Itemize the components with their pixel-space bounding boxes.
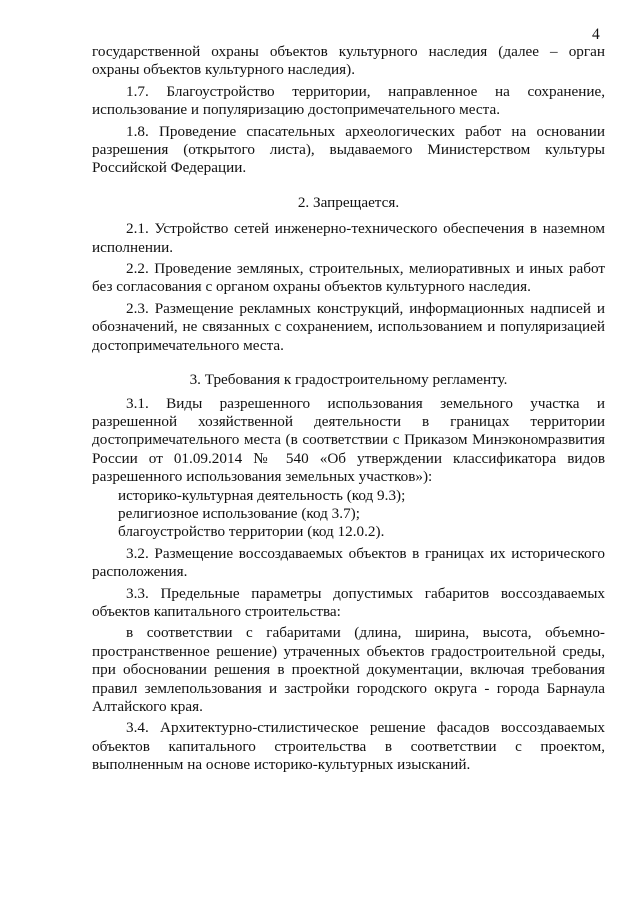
item-3-1: 3.1. Виды разрешенного использования земельного участка и разрешенной хозяйственной деятельности в границах территории достопримечательного места (в соответствии с Приказом Минэкономразвития России от 01.09.2014 № 540 «Об утверждении классификатора видов разрешенного использования земельных участков»):	[92, 394, 605, 486]
item-3-3-detail: в соответствии с габаритами (длина, ширина, высота, объемно-пространственное решение) утраченных объектов градостроительной среды, при обосновании решения в проектной документации, включая требования правил землепользования и застройки городского округа - города Барнаула Алтайского края.	[92, 624, 605, 715]
item-1-7: 1.7. Благоустройство территории, направленное на сохранение, использование и популяризацию достопримечательного места.	[92, 82, 605, 119]
item-2-3: 2.3. Размещение рекламных конструкций, информационных надписей и обозначений, не связанных с сохранением, использованием и популяризацией достопримечательного места.	[92, 299, 605, 354]
use-item-1: историко-культурная деятельность (код 9.3);	[118, 486, 406, 504]
section-2-heading: 2. Запрещается.	[297, 193, 400, 211]
item-1-8: 1.8. Проведение спасательных археологических работ на основании разрешения (открытого листа), выдаваемого Министерством культуры Российской Федерации.	[92, 122, 605, 177]
item-2-1: 2.1. Устройство сетей инженерно-технического обеспечения в наземном исполнении.	[92, 220, 605, 256]
use-item-2: религиозное использование (код 3.7);	[118, 504, 360, 522]
item-3-3: 3.3. Предельные параметры допустимых габаритов воссоздаваемых объектов капитального строительства:	[92, 584, 605, 620]
use-item-3: благоустройство территории (код 12.0.2).	[118, 523, 385, 541]
item-3-2: 3.2. Размещение воссоздаваемых объектов в границах их исторического расположения.	[92, 544, 605, 581]
section-3-heading: 3. Требования к градостроительному регламенту.	[189, 371, 508, 389]
item-3-4: 3.4. Архитектурно-стилистическое решение фасадов воссоздаваемых объектов капитального строительства в соответствии с проектом, выполненным на основе историко-культурных изысканий.	[92, 719, 605, 774]
page-number: 4	[592, 26, 600, 43]
continuation-paragraph: государственной охраны объектов культурного наследия (далее – орган охраны объектов культурного наследия).	[92, 43, 605, 79]
document-body	[92, 43, 605, 775]
item-2-2: 2.2. Проведение земляных, строительных, мелиоративных и иных работ без согласования с органом охраны объектов культурного наследия.	[92, 260, 605, 296]
